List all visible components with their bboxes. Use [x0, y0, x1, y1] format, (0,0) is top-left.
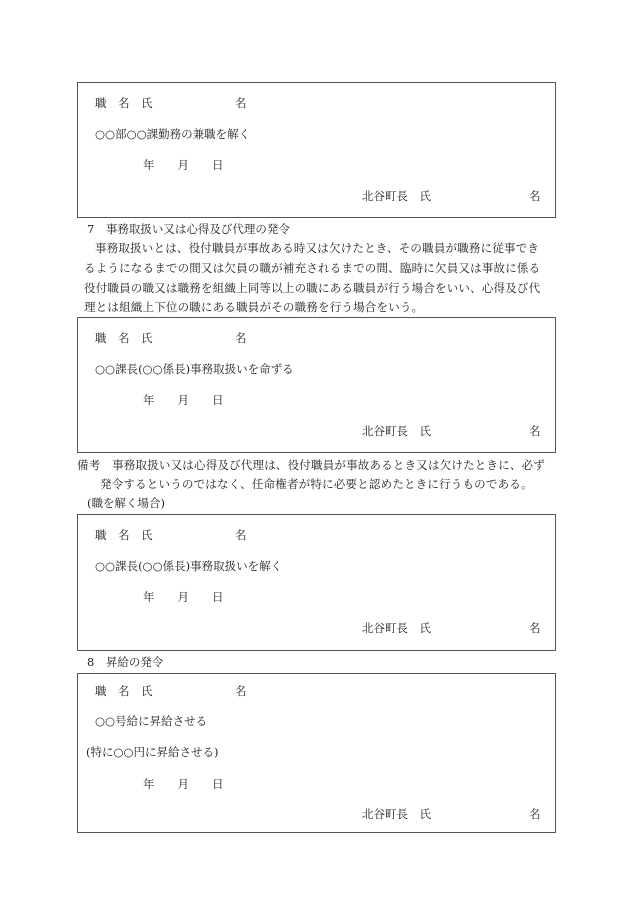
box4-date: 年 月 日: [143, 777, 224, 791]
box1-date: 年 月 日: [143, 158, 224, 172]
box4-issuer: 北谷町長 氏: [362, 807, 431, 821]
box1-body: ○○部○○課勤務の兼職を解く: [95, 127, 251, 141]
section7-line-4: 理とは組織上下位の職にある職員がその職務を行う場合をいう。: [84, 300, 424, 314]
section7-line-3: 役付職員の職又は職務を組織上同等以上の職にある職員が行う場合をいい、心得及び代: [84, 281, 541, 295]
section7-heading: 7 事務取扱い又は心得及び代理の発令: [87, 222, 290, 236]
box4-issuer-suffix: 名: [529, 807, 541, 821]
section7-line-2: るようになるまでの間又は欠員の職が補充されるまでの間、臨時に欠員又は事故に係る: [84, 261, 541, 275]
box1-name-label: 職 名 氏: [95, 96, 153, 110]
box3-issuer-suffix: 名: [529, 621, 541, 635]
box2-name-suffix: 名: [235, 331, 247, 345]
box1-issuer-suffix: 名: [529, 189, 541, 203]
box3-body: ○○課長(○○係長)事務取扱いを解く: [95, 559, 283, 573]
box1-name-suffix: 名: [235, 96, 247, 110]
box2-issuer-suffix: 名: [529, 424, 541, 438]
box2-issuer: 北谷町長 氏: [362, 424, 431, 438]
box4-name-label: 職 名 氏: [95, 684, 153, 698]
box2-date: 年 月 日: [143, 393, 224, 407]
box4-name-suffix: 名: [235, 684, 247, 698]
box3-issuer: 北谷町長 氏: [362, 621, 431, 635]
note-subheading: (職を解く場合): [87, 496, 165, 510]
section7-line-1: 事務取扱いとは、役付職員が事故ある時又は欠けたとき、その職員が職務に従事でき: [95, 241, 540, 255]
box2-name-label: 職 名 氏: [95, 331, 153, 345]
box1-issuer: 北谷町長 氏: [362, 189, 431, 203]
box2-body: ○○課長(○○係長)事務取扱いを命ずる: [95, 362, 294, 376]
note-line-2: 発令するというのではなく、任命権者が特に必要と認めたときに行うものである。: [100, 477, 533, 491]
box4-body-1: ○○号給に昇給させる: [95, 714, 208, 728]
section8-heading: 8 昇給の発令: [87, 655, 164, 669]
box3-name-label: 職 名 氏: [95, 528, 153, 542]
box4-body-2: (特に○○円に昇給させる): [86, 745, 219, 759]
box3-name-suffix: 名: [235, 528, 247, 542]
box3-date: 年 月 日: [143, 590, 224, 604]
note-line-1: 備考 事務取扱い又は心得及び代理は、役付職員が事故あるとき又は欠けたときに、必ず: [77, 458, 545, 472]
